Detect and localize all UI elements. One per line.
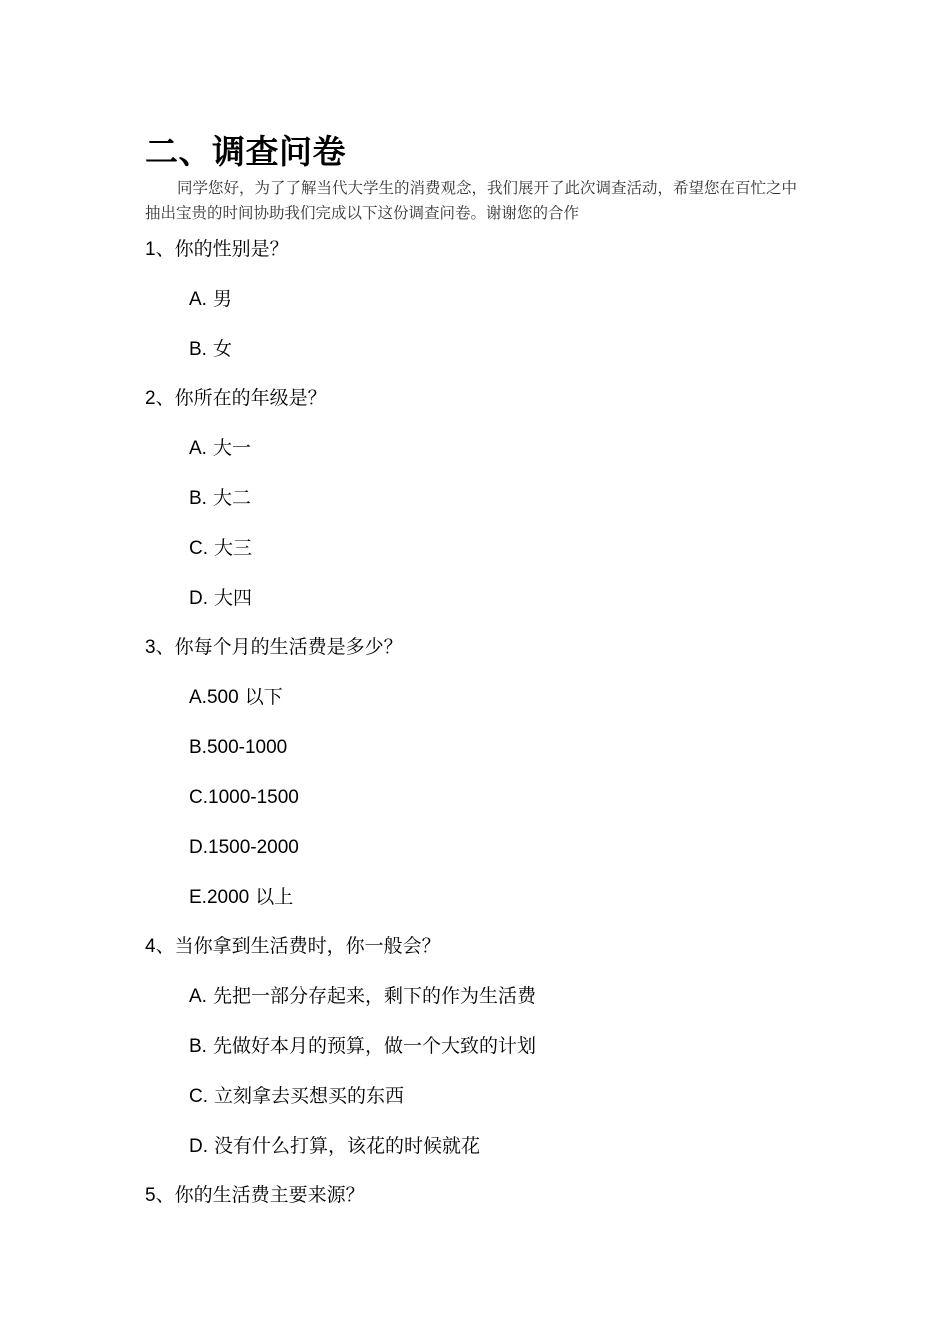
option-key: D. xyxy=(189,588,208,609)
option-key: A. xyxy=(189,289,207,310)
option-key: A. xyxy=(189,986,207,1007)
option-key: D.1500-2000 xyxy=(189,837,299,858)
option-3-a xyxy=(189,683,283,712)
option-text: 立刻拿去买想买的东西 xyxy=(208,1085,405,1107)
question-4 xyxy=(145,932,441,961)
option-key: B. xyxy=(189,1036,207,1057)
option-1-a xyxy=(189,285,232,314)
option-4-b xyxy=(189,1032,536,1061)
option-key: A.500 xyxy=(189,687,239,708)
option-key: C.1000-1500 xyxy=(189,787,299,808)
option-text: 大二 xyxy=(206,487,251,509)
option-2-d xyxy=(189,584,252,613)
question-text: 、你的生活费主要来源？ xyxy=(155,1184,365,1206)
question-number: 1 xyxy=(145,239,156,260)
section-title: 二、调查问卷 xyxy=(145,132,346,171)
option-key: A. xyxy=(189,438,207,459)
option-4-a xyxy=(189,982,536,1011)
option-text: 女 xyxy=(206,338,232,360)
option-text: 先做好本月的预算，做一个大致的计划 xyxy=(206,1035,536,1057)
option-key: B.500-1000 xyxy=(189,737,288,758)
question-text: 、当你拿到生活费时，你一般会？ xyxy=(155,935,441,957)
question-number: 5 xyxy=(145,1185,156,1206)
option-text: 以上 xyxy=(249,886,294,908)
option-text: 没有什么打算，该花的时候就花 xyxy=(208,1135,481,1157)
option-key: C. xyxy=(189,538,208,559)
intro-paragraph: 同学您好，为了了解当代大学生的消费观念，我们展开了此次调查活动，希望您在百忙之中抽出宝贵的时间协助我们完成以下这份调查问卷。谢谢您的合作 xyxy=(145,179,798,222)
question-3 xyxy=(145,633,403,662)
question-text: 、你每个月的生活费是多少？ xyxy=(155,636,403,658)
option-3-b xyxy=(189,733,287,762)
option-text: 以下 xyxy=(238,686,283,708)
option-3-c xyxy=(189,783,299,812)
question-number: 2 xyxy=(145,388,156,409)
question-text: 、你所在的年级是？ xyxy=(155,387,327,409)
option-key: B. xyxy=(189,488,207,509)
option-2-b xyxy=(189,484,251,513)
option-text: 大三 xyxy=(208,537,253,559)
option-key: E.2000 xyxy=(189,887,250,908)
option-1-b xyxy=(189,335,232,364)
option-2-a xyxy=(189,434,251,463)
question-number: 3 xyxy=(145,637,156,658)
question-5 xyxy=(145,1181,365,1210)
question-1 xyxy=(145,235,289,264)
option-2-c xyxy=(189,534,252,563)
option-key: B. xyxy=(189,339,207,360)
option-4-c xyxy=(189,1082,404,1111)
question-text: 、你的性别是？ xyxy=(155,238,289,260)
option-text: 大一 xyxy=(206,437,251,459)
option-key: C. xyxy=(189,1086,208,1107)
option-3-e xyxy=(189,883,293,912)
option-text: 先把一部分存起来，剩下的作为生活费 xyxy=(206,985,536,1007)
question-2 xyxy=(145,384,327,413)
question-number: 4 xyxy=(145,936,156,957)
option-text: 大四 xyxy=(208,587,253,609)
option-key: D. xyxy=(189,1136,208,1157)
option-4-d xyxy=(189,1132,480,1161)
option-3-d xyxy=(189,833,299,862)
option-text: 男 xyxy=(206,288,232,310)
